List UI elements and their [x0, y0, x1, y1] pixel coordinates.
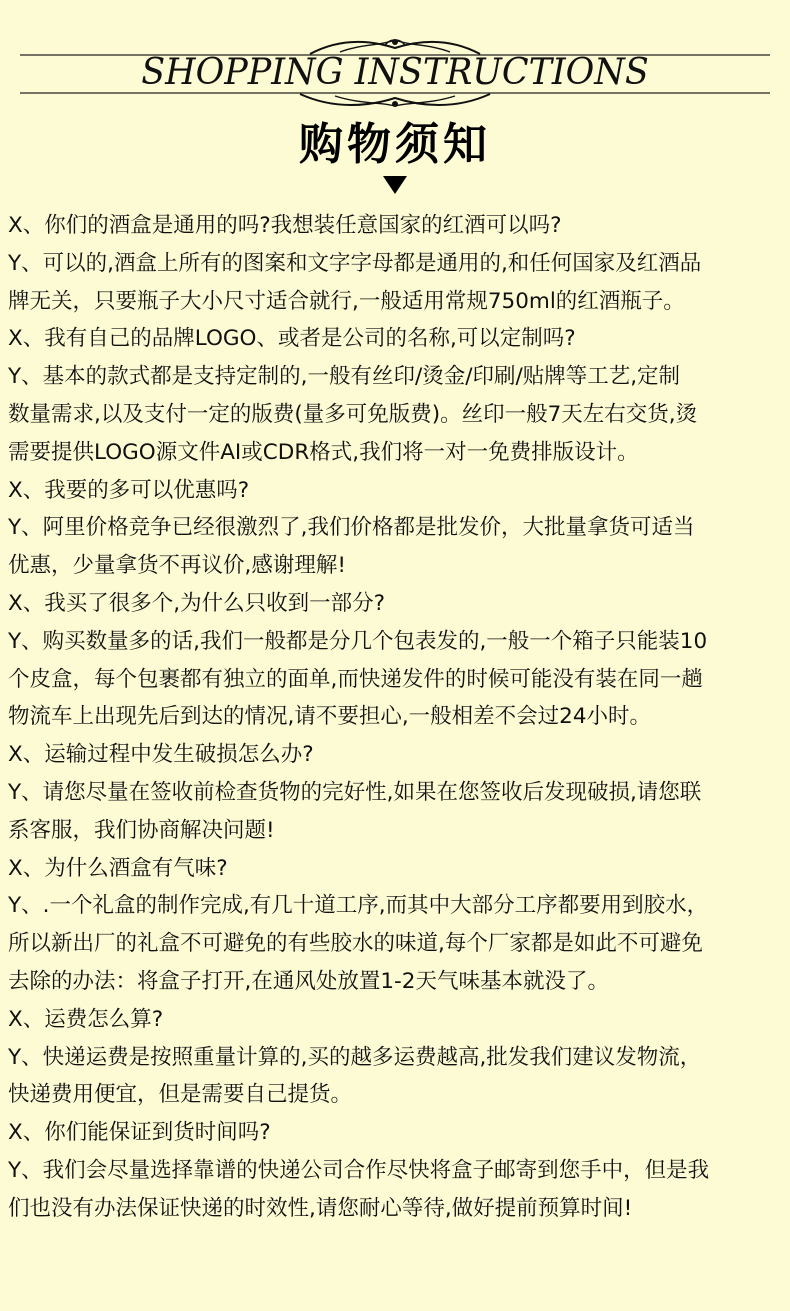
faq-answer — [8, 887, 788, 1000]
faq-question — [8, 207, 788, 245]
text-line: Y、购买数量多的话,我们一般都是分几个包表发的,一般一个箱子只能装10 — [8, 628, 708, 654]
text-line: Y、基本的款式都是支持定制的,一般有丝印/烫金/印刷/贴牌等工艺,定制 — [8, 364, 681, 390]
faq-question — [8, 585, 788, 623]
text-line: 物流车上出现先后到达的情况,请不要担心,一般相差不会过24小时。 — [8, 704, 652, 730]
text-line: X、运输过程中发生破损怎么办? — [8, 742, 314, 768]
text-line: 快递费用便宜，但是需要自己提货。 — [8, 1082, 353, 1108]
faq-answer — [8, 358, 788, 471]
text-line: 们也没有办法保证快递的时效性,请您耐心等待,做好提前预算时间! — [8, 1195, 633, 1221]
faq-answer — [8, 774, 788, 850]
text-line: X、我要的多可以优惠吗? — [8, 477, 250, 503]
faq-list — [8, 207, 788, 1228]
text-line: X、为什么酒盒有气味? — [8, 855, 228, 881]
text-line: 数量需求,以及支付一定的版费(量多可免版费)。丝印一般7天左右交货,烫 — [8, 401, 698, 427]
faq-answer — [8, 1152, 788, 1228]
text-line: X、你们能保证到货时间吗? — [8, 1120, 271, 1146]
text-line: Y、我们会尽量选择靠谱的快递公司合作尽快将盒子邮寄到您手中，但是我 — [8, 1157, 710, 1183]
text-line: 牌无关，只要瓶子大小尺寸适合就行,一般适用常规750ml的红酒瓶子。 — [8, 288, 685, 314]
text-line: X、我买了很多个,为什么只收到一部分? — [8, 590, 385, 616]
english-title: SHOPPING INSTRUCTIONS — [141, 52, 649, 93]
faq-question — [8, 736, 788, 774]
text-line: 去除的办法：将盒子打开,在通风处放置1-2天气味基本就没了。 — [8, 968, 609, 994]
faq-answer — [8, 509, 788, 585]
faq-answer — [8, 245, 788, 321]
text-line: Y、阿里价格竞争已经很激烈了,我们价格都是批发价，大批量拿货可适当 — [8, 515, 695, 541]
faq-question — [8, 320, 788, 358]
text-line: 个皮盒，每个包裹都有独立的面单,而快递发件的时候可能没有装在同一趟 — [8, 666, 703, 692]
text-line: Y、快递运费是按照重量计算的,买的越多运费越高,批发我们建议发物流， — [8, 1044, 702, 1070]
text-line: X、你们的酒盒是通用的吗?我想装任意国家的红酒可以吗? — [8, 213, 562, 238]
faq-question — [8, 850, 788, 888]
faq-answer — [8, 623, 788, 736]
text-line: 优惠，少量拿货不再议价,感谢理解! — [8, 553, 346, 579]
text-line: 需要提供LOGO源文件AI或CDR格式,我们将一对一免费排版设计。 — [8, 439, 639, 465]
faq-question — [8, 1114, 788, 1152]
faq-question — [8, 1001, 788, 1039]
faq-question — [8, 472, 788, 510]
text-line: Y、可以的,酒盒上所有的图案和文字字母都是通用的,和任何国家及红酒品 — [8, 250, 702, 276]
faq-answer — [8, 1039, 788, 1115]
text-line: Y、请您尽量在签收前检查货物的完好性,如果在您签收后发现破损,请您联 — [8, 779, 702, 805]
text-line: 系客服，我们协商解决问题! — [8, 817, 275, 843]
text-line: X、运费怎么算? — [8, 1006, 164, 1032]
text-line: X、我有自己的品牌LOGO、或者是公司的名称,可以定制吗? — [8, 326, 576, 352]
text-line: Y、.一个礼盒的制作完成,有几十道工序,而其中大部分工序都要用到胶水， — [8, 893, 709, 919]
down-arrow-icon — [383, 176, 407, 194]
page-title: 购物须知 — [299, 119, 491, 170]
header — [0, 0, 790, 205]
text-line: 所以新出厂的礼盒不可避免的有些胶水的味道,每个厂家都是如此不可避免 — [8, 931, 703, 957]
